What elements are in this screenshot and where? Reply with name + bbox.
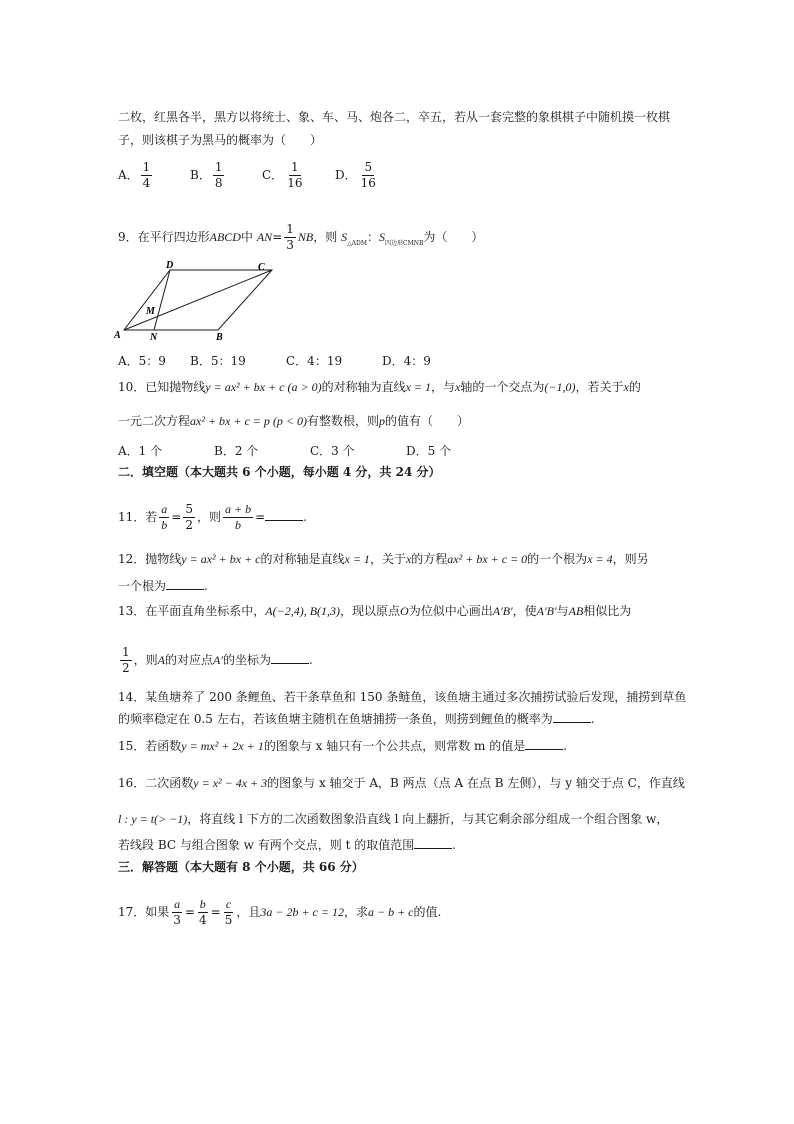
label-m: M [146,306,155,317]
q12-line2: 一个根为 . [118,579,208,593]
q10-option-d: D．5 个 [406,444,452,458]
label-d: D [166,260,174,271]
label-b: B [216,332,223,343]
parallelogram-figure [112,258,282,344]
q12-answer-blank [166,577,204,590]
section-3-heading: 三．解答题（本大题有 8 个小题，共 66 分） [118,860,364,874]
q9-option-c: C．4：19 [286,354,343,368]
q13-line1: 13．在平面直角坐标系中，A(−2,4), B(1,3)，现以原点O为位似中心画出A′B′，使A′B′与AB相似比为 [118,604,632,618]
q16-answer-blank [414,836,452,849]
q12-line1: 12．抛物线y = ax² + bx + c的对称轴是直线x = 1，关于x的方程ax² + bx + c = 0的一个根为x = 4，则另 [118,552,649,566]
q13-line2: $\frac{1}{2}$ ，则A的对应点A′的坐标为 . [122,645,313,675]
q8-line1: 二枚，红黑各半，黑方以将统士、象、车、马、炮各二，卒五，若从一套完整的象棋棋子中随机摸一枚棋 [118,110,671,124]
q11-stem: 11．若 $\frac{a}{b}$ = $\frac{5}{2}$ ，则 $\frac{a + b}{b}$ = . [118,502,307,532]
section-2-heading: 二．填空题（本大题共 6 个小题，每小题 4 分，共 24 分） [118,465,441,479]
diagonal-ac [124,270,272,330]
q16-line2: l : y = t(> −1)，将直线 l 下方的二次函数图象沿直线 l 向上翻折，与其它剩余部分组成一个组合图象 w， [118,812,669,826]
q10-option-b: B．2 个 [214,444,259,458]
q16-line1: 16．二次函数y = x² − 4x + 3的图象与 x 轴交于 A，B 两点（点 A 在点 B 左侧），与 y 轴交于点 C，作直线 [118,776,685,790]
q14-line2: 的频率稳定在 0.5 左右，若该鱼塘主随机在鱼塘捕捞一条鱼，则捞到鲤鱼的概率为 . [118,712,595,726]
q8-option-c: C． $\frac{1}{16}$ [262,160,303,190]
label-n: N [150,332,158,343]
q8-option-a: A． $\frac{1}{4}$ [118,160,151,190]
label-a: A [114,330,121,341]
q14-answer-blank [553,710,591,723]
label-c: C [258,262,265,273]
q9-option-d: D．4：9 [382,354,431,368]
q10-option-a: A．1 个 [118,444,163,458]
q16-line3: 若线段 BC 与组合图象 w 有两个交点，则 t 的取值范围 . [118,838,457,852]
q10-line1: 10．已知抛物线y = ax² + bx + c (a > 0)的对称轴为直线x = 1，与x轴的一个交点为(−1,0)，若关于x的 [118,380,641,394]
q14-line1: 14．某鱼塘养了 200 条鲤鱼、若干条草鱼和 150 条鲢鱼，该鱼塘主通过多次捕捞试验后发现，捕捞到草鱼 [118,690,687,704]
q9-option-a: A．5：9 [118,354,166,368]
q15-stem: 15．若函数y = mx² + 2x + 1的图象与 x 轴只有一个公共点，则常数 m 的值是 . [118,739,568,753]
q8-option-b: B． $\frac{1}{8}$ [190,160,223,190]
q11-answer-blank [265,508,303,521]
q9-stem: 9．在平行四边形ABCD中 AN= $\frac{1}{3}$ NB，则 $S_{\triangle ADM}$：$S_{四边形CMNB}$为（ ） [118,222,484,252]
q8-option-d: D． $\frac{5}{16}$ [335,160,376,190]
q10-line2: 一元二次方程ax² + bx + c = p (p < 0)有整数根，则p的值有（ ） [118,414,470,428]
q10-option-c: C．3 个 [310,444,355,458]
q17-stem: 17．如果 $\frac{a}{3}$ = $\frac{b}{4}$ = $\frac{c}{5}$ ，且3a − 2b + c = 12，求a − b + c的值. [118,897,442,927]
q15-answer-blank [525,737,563,750]
q9-option-b: B．5：19 [190,354,246,368]
q8-line2: 子，则该棋子为黑马的概率为（ ） [118,133,323,147]
q13-answer-blank [271,651,309,664]
segment-dn [154,270,170,330]
